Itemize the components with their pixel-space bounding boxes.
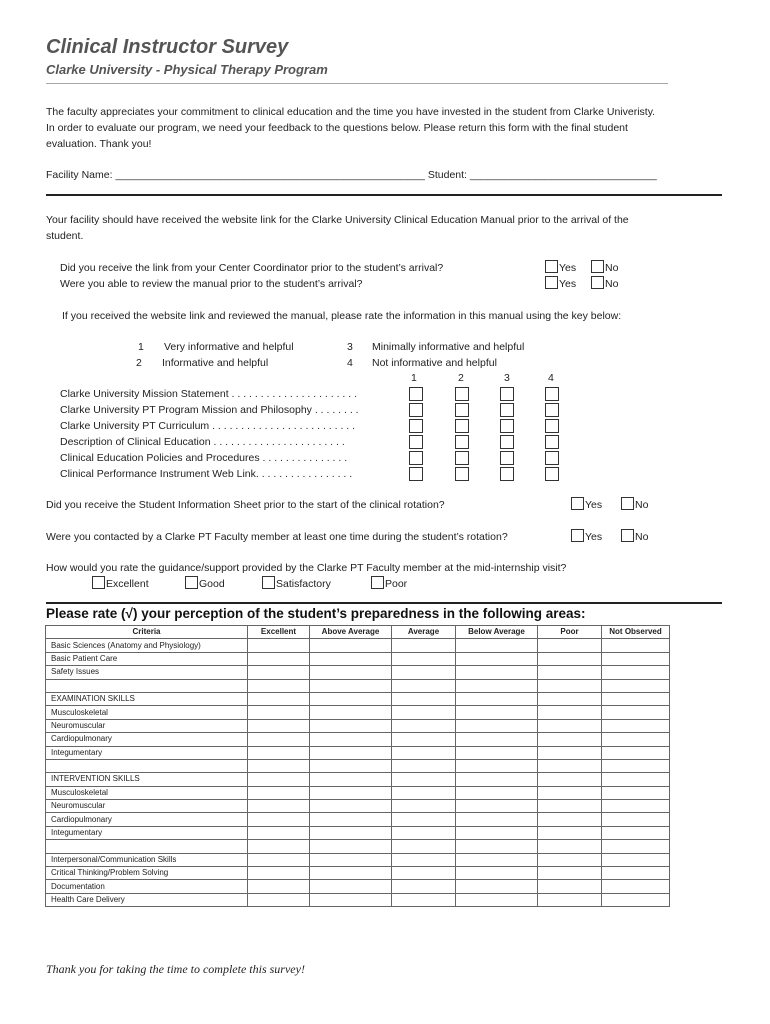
info-sheet-yes-option[interactable] bbox=[571, 497, 602, 513]
rating-cell[interactable] bbox=[456, 773, 538, 786]
rating-cell[interactable] bbox=[392, 786, 456, 799]
manual-question-review: Were you able to review the manual prior to the student’s arrival? bbox=[60, 278, 363, 290]
rating-cell[interactable] bbox=[310, 800, 392, 813]
rating-cell[interactable] bbox=[248, 867, 310, 880]
table-row bbox=[46, 773, 670, 786]
rating-cell[interactable] bbox=[248, 706, 310, 719]
key-number: 3 bbox=[347, 341, 353, 353]
rating-cell[interactable] bbox=[456, 679, 538, 692]
option-label: Poor bbox=[385, 578, 408, 590]
rating-row-label: Clarke University PT Curriculum . . . . . . . . . . . . . . . . . . . . . . . . . bbox=[60, 420, 356, 432]
rating-cell[interactable] bbox=[456, 880, 538, 893]
no-label: No bbox=[635, 499, 649, 511]
rating-cell[interactable] bbox=[310, 639, 392, 652]
rating-cell[interactable] bbox=[248, 733, 310, 746]
guidance-satisfactory-option[interactable] bbox=[262, 576, 331, 592]
rating-cell[interactable] bbox=[248, 692, 310, 705]
column-header: Below Average bbox=[456, 626, 538, 639]
table-row bbox=[46, 840, 670, 853]
thank-you-note: Thank you for taking the time to complete this survey! bbox=[46, 962, 305, 976]
question-contacted: Were you contacted by a Clarke PT Faculty member at least one time during the student’s rotation? bbox=[46, 531, 508, 543]
rating-cell[interactable] bbox=[248, 719, 310, 732]
rating-checkbox[interactable] bbox=[500, 435, 514, 449]
rating-cell[interactable] bbox=[602, 759, 670, 772]
rating-cell[interactable] bbox=[602, 773, 670, 786]
rating-checkbox[interactable] bbox=[409, 403, 423, 417]
rating-cell[interactable] bbox=[310, 759, 392, 772]
rating-cell[interactable] bbox=[456, 893, 538, 906]
rating-cell[interactable] bbox=[248, 639, 310, 652]
rating-cell[interactable] bbox=[602, 652, 670, 665]
table-row bbox=[46, 853, 670, 866]
column-header: Not Observed bbox=[602, 626, 670, 639]
rating-cell[interactable] bbox=[456, 652, 538, 665]
rating-cell[interactable] bbox=[602, 639, 670, 652]
rating-cell[interactable] bbox=[456, 639, 538, 652]
rating-checkbox[interactable] bbox=[545, 467, 559, 481]
rating-cell[interactable] bbox=[538, 652, 602, 665]
column-header: Excellent bbox=[248, 626, 310, 639]
rating-checkbox[interactable] bbox=[455, 467, 469, 481]
criteria-cell: Integumentary bbox=[46, 746, 248, 759]
rating-cell[interactable] bbox=[602, 813, 670, 826]
no-label: No bbox=[605, 262, 619, 274]
rating-cell[interactable] bbox=[310, 826, 392, 839]
rating-cell[interactable] bbox=[456, 733, 538, 746]
rating-cell[interactable] bbox=[392, 639, 456, 652]
rating-cell[interactable] bbox=[248, 880, 310, 893]
rating-checkbox[interactable] bbox=[455, 451, 469, 465]
rating-cell[interactable] bbox=[538, 706, 602, 719]
rating-cell[interactable] bbox=[392, 800, 456, 813]
checkbox[interactable] bbox=[371, 576, 384, 589]
criteria-cell: Basic Sciences (Anatomy and Physiology) bbox=[46, 639, 248, 652]
rating-cell[interactable] bbox=[310, 773, 392, 786]
rating-cell[interactable] bbox=[602, 746, 670, 759]
rating-cell[interactable] bbox=[310, 880, 392, 893]
manual-question-link: Did you receive the link from your Center Coordinator prior to the student’s arrival? bbox=[60, 262, 444, 274]
rating-cell[interactable] bbox=[392, 733, 456, 746]
rating-cell[interactable] bbox=[538, 759, 602, 772]
criteria-cell: Neuromuscular bbox=[46, 800, 248, 813]
rating-cell[interactable] bbox=[538, 880, 602, 893]
facility-label: Facility Name: bbox=[46, 169, 113, 181]
no-label: No bbox=[605, 278, 619, 290]
rating-cell[interactable] bbox=[248, 746, 310, 759]
table-row bbox=[46, 733, 670, 746]
criteria-cell: Cardiopulmonary bbox=[46, 813, 248, 826]
rating-cell[interactable] bbox=[392, 719, 456, 732]
column-header: Criteria bbox=[46, 626, 248, 639]
rating-cell[interactable] bbox=[248, 893, 310, 906]
rating-checkbox[interactable] bbox=[500, 387, 514, 401]
rating-checkbox[interactable] bbox=[409, 451, 423, 465]
table-row bbox=[46, 880, 670, 893]
rating-checkbox[interactable] bbox=[500, 403, 514, 417]
table-row bbox=[46, 826, 670, 839]
rating-column-header: 3 bbox=[504, 372, 510, 384]
criteria-cell: EXAMINATION SKILLS bbox=[46, 692, 248, 705]
rating-cell[interactable] bbox=[538, 679, 602, 692]
rating-cell[interactable] bbox=[538, 826, 602, 839]
rating-cell[interactable] bbox=[392, 840, 456, 853]
student-label: Student: bbox=[427, 169, 467, 181]
table-row bbox=[46, 639, 670, 652]
table-header-row bbox=[46, 626, 670, 639]
intro-line: The faculty appreciates your commitment to clinical education and the time you have invested in the student from Clarke Univeristy. bbox=[46, 106, 656, 118]
rating-cell[interactable] bbox=[392, 759, 456, 772]
rating-cell[interactable] bbox=[310, 746, 392, 759]
guidance-excellent-option[interactable] bbox=[92, 576, 149, 592]
rating-cell[interactable] bbox=[538, 773, 602, 786]
rating-cell[interactable] bbox=[538, 893, 602, 906]
guidance-good-option[interactable] bbox=[185, 576, 225, 592]
rating-cell[interactable] bbox=[310, 867, 392, 880]
table-row bbox=[46, 652, 670, 665]
rating-cell[interactable] bbox=[310, 666, 392, 679]
rating-cell[interactable] bbox=[538, 853, 602, 866]
table-row bbox=[46, 786, 670, 799]
rating-row-label: Clarke University Mission Statement . . . . . . . . . . . . . . . . . . . . . . bbox=[60, 388, 357, 400]
preparedness-table bbox=[45, 625, 670, 907]
rating-cell[interactable] bbox=[248, 813, 310, 826]
manual-intro-line: student. bbox=[46, 230, 84, 242]
rating-cell[interactable] bbox=[310, 813, 392, 826]
table-row bbox=[46, 706, 670, 719]
criteria-cell: Integumentary bbox=[46, 826, 248, 839]
rating-cell[interactable] bbox=[602, 786, 670, 799]
rating-cell[interactable] bbox=[310, 893, 392, 906]
rating-column-header: 2 bbox=[458, 372, 464, 384]
question-info-sheet: Did you receive the Student Information Sheet prior to the start of the clinical rotation? bbox=[46, 499, 445, 511]
table-row bbox=[46, 679, 670, 692]
link-yes-option[interactable] bbox=[545, 260, 576, 276]
checkbox[interactable] bbox=[545, 260, 558, 273]
rating-cell[interactable] bbox=[602, 840, 670, 853]
rating-cell[interactable] bbox=[392, 746, 456, 759]
rating-cell[interactable] bbox=[456, 759, 538, 772]
facility-student-fields bbox=[46, 167, 657, 183]
key-number: 4 bbox=[347, 357, 353, 369]
yes-label: Yes bbox=[585, 499, 603, 511]
rating-cell[interactable] bbox=[392, 880, 456, 893]
rating-cell[interactable] bbox=[248, 826, 310, 839]
rating-cell[interactable] bbox=[602, 867, 670, 880]
rating-cell[interactable] bbox=[538, 719, 602, 732]
table-row bbox=[46, 666, 670, 679]
rating-cell[interactable] bbox=[392, 773, 456, 786]
rating-cell[interactable] bbox=[456, 853, 538, 866]
rating-cell[interactable] bbox=[602, 666, 670, 679]
rating-cell[interactable] bbox=[456, 786, 538, 799]
criteria-cell: Neuromuscular bbox=[46, 719, 248, 732]
rating-cell[interactable] bbox=[310, 719, 392, 732]
rating-cell[interactable] bbox=[310, 733, 392, 746]
rating-checkbox[interactable] bbox=[545, 387, 559, 401]
table-row bbox=[46, 867, 670, 880]
rating-cell[interactable] bbox=[538, 692, 602, 705]
criteria-cell: Musculoskeletal bbox=[46, 706, 248, 719]
option-label: Excellent bbox=[106, 578, 149, 590]
rating-cell[interactable] bbox=[602, 719, 670, 732]
key-number: 2 bbox=[136, 357, 142, 369]
rating-checkbox[interactable] bbox=[455, 435, 469, 449]
criteria-cell: Musculoskeletal bbox=[46, 786, 248, 799]
rating-cell[interactable] bbox=[248, 773, 310, 786]
rating-cell[interactable] bbox=[248, 652, 310, 665]
rating-cell[interactable] bbox=[392, 813, 456, 826]
checkbox[interactable] bbox=[185, 576, 198, 589]
rating-cell[interactable] bbox=[456, 800, 538, 813]
intro-line: In order to evaluate our program, we need your feedback to the questions below. Please return this form with the final student bbox=[46, 122, 628, 134]
key-label: Minimally informative and helpful bbox=[372, 341, 525, 353]
rating-column-header: 1 bbox=[411, 372, 417, 384]
contacted-no-option[interactable] bbox=[621, 529, 648, 545]
table-row bbox=[46, 746, 670, 759]
criteria-cell: Documentation bbox=[46, 880, 248, 893]
manual-intro-line: Your facility should have received the website link for the Clarke University Clinical Education Manual prior to the arrival of the bbox=[46, 214, 629, 226]
checkbox[interactable] bbox=[262, 576, 275, 589]
criteria-cell: Interpersonal/Communication Skills bbox=[46, 853, 248, 866]
yes-label: Yes bbox=[559, 278, 577, 290]
student-name-field[interactable]: ________________________________ bbox=[469, 169, 657, 181]
column-header: Poor bbox=[538, 626, 602, 639]
rating-cell[interactable] bbox=[310, 652, 392, 665]
rating-cell[interactable] bbox=[456, 692, 538, 705]
rating-cell[interactable] bbox=[456, 719, 538, 732]
rating-cell[interactable] bbox=[248, 800, 310, 813]
rating-cell[interactable] bbox=[538, 800, 602, 813]
table-row bbox=[46, 800, 670, 813]
contacted-yes-option[interactable] bbox=[571, 529, 602, 545]
rating-cell[interactable] bbox=[248, 759, 310, 772]
rating-cell[interactable] bbox=[310, 853, 392, 866]
criteria-cell: Cardiopulmonary bbox=[46, 733, 248, 746]
checkbox[interactable] bbox=[591, 260, 604, 273]
rating-cell[interactable] bbox=[310, 786, 392, 799]
rating-cell[interactable] bbox=[538, 867, 602, 880]
rating-row-label: Description of Clinical Education . . . . . . . . . . . . . . . . . . . . . . . bbox=[60, 436, 345, 448]
rating-row-label: Clinical Performance Instrument Web Link. . . . . . . . . . . . . . . . . bbox=[60, 468, 353, 480]
criteria-cell: Critical Thinking/Problem Solving bbox=[46, 867, 248, 880]
rating-cell[interactable] bbox=[538, 813, 602, 826]
yes-label: Yes bbox=[585, 531, 603, 543]
rating-checkbox[interactable] bbox=[455, 387, 469, 401]
checkbox[interactable] bbox=[621, 529, 634, 542]
rating-cell[interactable] bbox=[602, 880, 670, 893]
rating-cell[interactable] bbox=[538, 666, 602, 679]
checkbox[interactable] bbox=[545, 276, 558, 289]
rating-cell[interactable] bbox=[602, 679, 670, 692]
rating-cell[interactable] bbox=[602, 800, 670, 813]
rating-cell[interactable] bbox=[310, 706, 392, 719]
page-title: Clinical Instructor Survey bbox=[46, 36, 289, 58]
facility-name-field[interactable]: _____________________________________________________ bbox=[115, 169, 425, 181]
rating-instructions: If you received the website link and reviewed the manual, please rate the information in this manual using the key below: bbox=[62, 310, 622, 322]
rating-cell[interactable] bbox=[392, 867, 456, 880]
table-row bbox=[46, 813, 670, 826]
checkbox[interactable] bbox=[571, 529, 584, 542]
preparedness-heading: Please rate (√) your perception of the student’s preparedness in the following areas: bbox=[46, 606, 586, 621]
rating-checkbox[interactable] bbox=[500, 467, 514, 481]
rating-cell[interactable] bbox=[248, 786, 310, 799]
rating-cell[interactable] bbox=[456, 840, 538, 853]
rating-cell[interactable] bbox=[538, 639, 602, 652]
option-label: Good bbox=[199, 578, 225, 590]
rating-cell[interactable] bbox=[392, 692, 456, 705]
rating-cell[interactable] bbox=[602, 692, 670, 705]
rating-cell[interactable] bbox=[248, 666, 310, 679]
option-label: Satisfactory bbox=[276, 578, 331, 590]
section-divider bbox=[46, 602, 722, 604]
rating-checkbox[interactable] bbox=[500, 451, 514, 465]
table-row bbox=[46, 719, 670, 732]
rating-checkbox[interactable] bbox=[409, 387, 423, 401]
rating-cell[interactable] bbox=[392, 706, 456, 719]
column-header: Average bbox=[392, 626, 456, 639]
intro-paragraph bbox=[46, 104, 736, 152]
rating-row-label: Clarke University PT Program Mission and Philosophy . . . . . . . . bbox=[60, 404, 359, 416]
criteria-cell bbox=[46, 840, 248, 853]
review-yes-option[interactable] bbox=[545, 276, 576, 292]
rating-checkbox[interactable] bbox=[545, 451, 559, 465]
rating-cell[interactable] bbox=[538, 786, 602, 799]
rating-checkbox[interactable] bbox=[409, 435, 423, 449]
table-row bbox=[46, 692, 670, 705]
review-no-option[interactable] bbox=[591, 276, 618, 292]
rating-cell[interactable] bbox=[392, 893, 456, 906]
key-label: Very informative and helpful bbox=[164, 341, 294, 353]
rating-checkbox[interactable] bbox=[409, 419, 423, 433]
checkbox[interactable] bbox=[621, 497, 634, 510]
rating-checkbox[interactable] bbox=[545, 419, 559, 433]
criteria-cell bbox=[46, 679, 248, 692]
info-sheet-no-option[interactable] bbox=[621, 497, 648, 513]
header-divider bbox=[46, 83, 668, 84]
criteria-cell: Basic Patient Care bbox=[46, 652, 248, 665]
rating-cell[interactable] bbox=[392, 652, 456, 665]
key-label: Informative and helpful bbox=[162, 357, 269, 369]
rating-cell[interactable] bbox=[392, 679, 456, 692]
no-label: No bbox=[635, 531, 649, 543]
rating-column-header: 4 bbox=[548, 372, 554, 384]
manual-intro bbox=[46, 212, 736, 244]
rating-cell[interactable] bbox=[456, 706, 538, 719]
rating-cell[interactable] bbox=[248, 679, 310, 692]
rating-checkbox[interactable] bbox=[545, 435, 559, 449]
link-no-option[interactable] bbox=[591, 260, 618, 276]
rating-cell[interactable] bbox=[538, 733, 602, 746]
rating-cell[interactable] bbox=[602, 826, 670, 839]
rating-cell[interactable] bbox=[456, 826, 538, 839]
key-number: 1 bbox=[138, 341, 144, 353]
criteria-cell: INTERVENTION SKILLS bbox=[46, 773, 248, 786]
rating-cell[interactable] bbox=[602, 733, 670, 746]
criteria-cell: Safety Issues bbox=[46, 666, 248, 679]
column-header: Above Average bbox=[310, 626, 392, 639]
question-guidance: How would you rate the guidance/support provided by the Clarke PT Faculty member at the mid-internship visit? bbox=[46, 562, 567, 574]
intro-line: evaluation. Thank you! bbox=[46, 138, 152, 150]
rating-cell[interactable] bbox=[602, 706, 670, 719]
rating-cell[interactable] bbox=[602, 853, 670, 866]
checkbox[interactable] bbox=[92, 576, 105, 589]
checkbox[interactable] bbox=[571, 497, 584, 510]
criteria-cell: Health Care Delivery bbox=[46, 893, 248, 906]
table-row bbox=[46, 759, 670, 772]
checkbox[interactable] bbox=[591, 276, 604, 289]
rating-cell[interactable] bbox=[538, 746, 602, 759]
yes-label: Yes bbox=[559, 262, 577, 274]
rating-cell[interactable] bbox=[456, 813, 538, 826]
rating-cell[interactable] bbox=[248, 840, 310, 853]
rating-checkbox[interactable] bbox=[455, 403, 469, 417]
table-row bbox=[46, 893, 670, 906]
rating-cell[interactable] bbox=[248, 853, 310, 866]
key-label: Not informative and helpful bbox=[372, 357, 497, 369]
rating-checkbox[interactable] bbox=[500, 419, 514, 433]
rating-cell[interactable] bbox=[310, 679, 392, 692]
section-divider bbox=[46, 194, 722, 196]
rating-checkbox[interactable] bbox=[409, 467, 423, 481]
rating-cell[interactable] bbox=[538, 840, 602, 853]
page-subtitle: Clarke University - Physical Therapy Program bbox=[46, 62, 328, 77]
rating-cell[interactable] bbox=[456, 666, 538, 679]
rating-cell[interactable] bbox=[310, 692, 392, 705]
rating-row-label: Clinical Education Policies and Procedures . . . . . . . . . . . . . . . bbox=[60, 452, 348, 464]
rating-cell[interactable] bbox=[392, 666, 456, 679]
criteria-cell bbox=[46, 759, 248, 772]
rating-cell[interactable] bbox=[456, 746, 538, 759]
rating-cell[interactable] bbox=[602, 893, 670, 906]
rating-cell[interactable] bbox=[456, 867, 538, 880]
rating-cell[interactable] bbox=[310, 840, 392, 853]
rating-cell[interactable] bbox=[392, 826, 456, 839]
rating-cell[interactable] bbox=[392, 853, 456, 866]
rating-checkbox[interactable] bbox=[455, 419, 469, 433]
guidance-poor-option[interactable] bbox=[371, 576, 407, 592]
rating-checkbox[interactable] bbox=[545, 403, 559, 417]
